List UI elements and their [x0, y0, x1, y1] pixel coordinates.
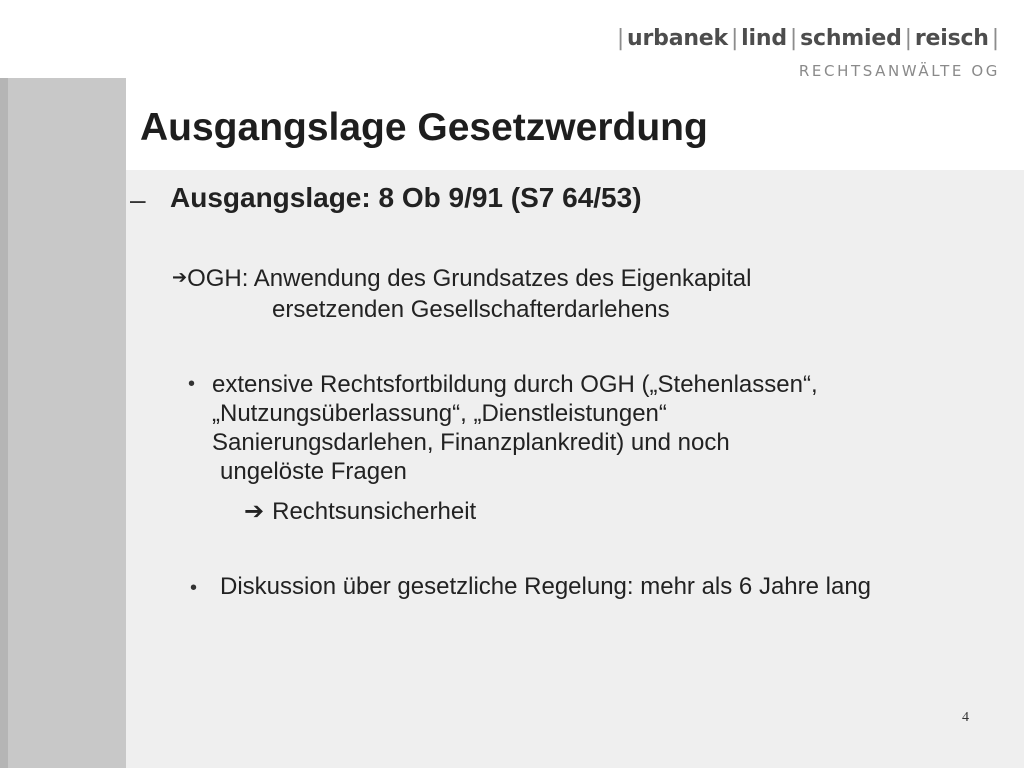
arrow-right-icon: ➔ [172, 267, 188, 287]
conclusion-line [244, 497, 476, 526]
bullet1-marker: • [188, 373, 196, 395]
bullet1-text [212, 370, 818, 486]
firm-logo [614, 26, 1002, 51]
logo-separator: | [730, 26, 739, 51]
bullet2-text: Diskussion über gesetzliche Regelung: mehr als 6 Jahre lang [220, 573, 872, 600]
bullet2-marker: • [190, 577, 198, 599]
conclusion-arrow-icon: ➔ [244, 498, 265, 525]
level1-heading: Ausgangslage: 8 Ob 9/91 (S7 64/53) [170, 182, 642, 213]
left-edge-stripe [0, 78, 8, 768]
conclusion-text: Rechtsunsicherheit [272, 498, 477, 525]
bullet1-line4: ungelöste Fragen [220, 458, 407, 485]
page-number: 4 [962, 710, 969, 725]
logo-firm-reisch: reisch [914, 26, 989, 51]
logo-subtitle: RECHTSANWÄLTE OG [798, 62, 1000, 80]
logo-separator: | [789, 26, 798, 51]
arrow-point-line1: OGH: Anwendung des Grundsatzes des Eigenkapital [187, 265, 752, 292]
slide-title: Ausgangslage Gesetzwerdung [140, 106, 708, 149]
left-decorative-band [0, 78, 126, 768]
logo-firm-schmied: schmied [800, 26, 902, 51]
arrow-point-line2: ersetzenden Gesellschafterdarlehens [272, 296, 670, 323]
bullet1-line1: extensive Rechtsfortbildung durch OGH („Stehenlassen“, [212, 371, 818, 398]
arrow-point [172, 264, 751, 324]
logo-separator: | [616, 26, 625, 51]
logo-separator: | [904, 26, 912, 51]
logo-separator: | [991, 26, 999, 51]
bullet1-line3: Sanierungsdarlehen, Finanzplankredit) und noch [212, 429, 730, 456]
bullet1-line2: „Nutzungsüberlassung“, „Dienstleistungen“ [212, 400, 667, 427]
logo-firm-lind: lind [741, 26, 787, 51]
level1-dash-marker: – [130, 184, 146, 215]
logo-firm-urbanek: urbanek [627, 26, 728, 51]
